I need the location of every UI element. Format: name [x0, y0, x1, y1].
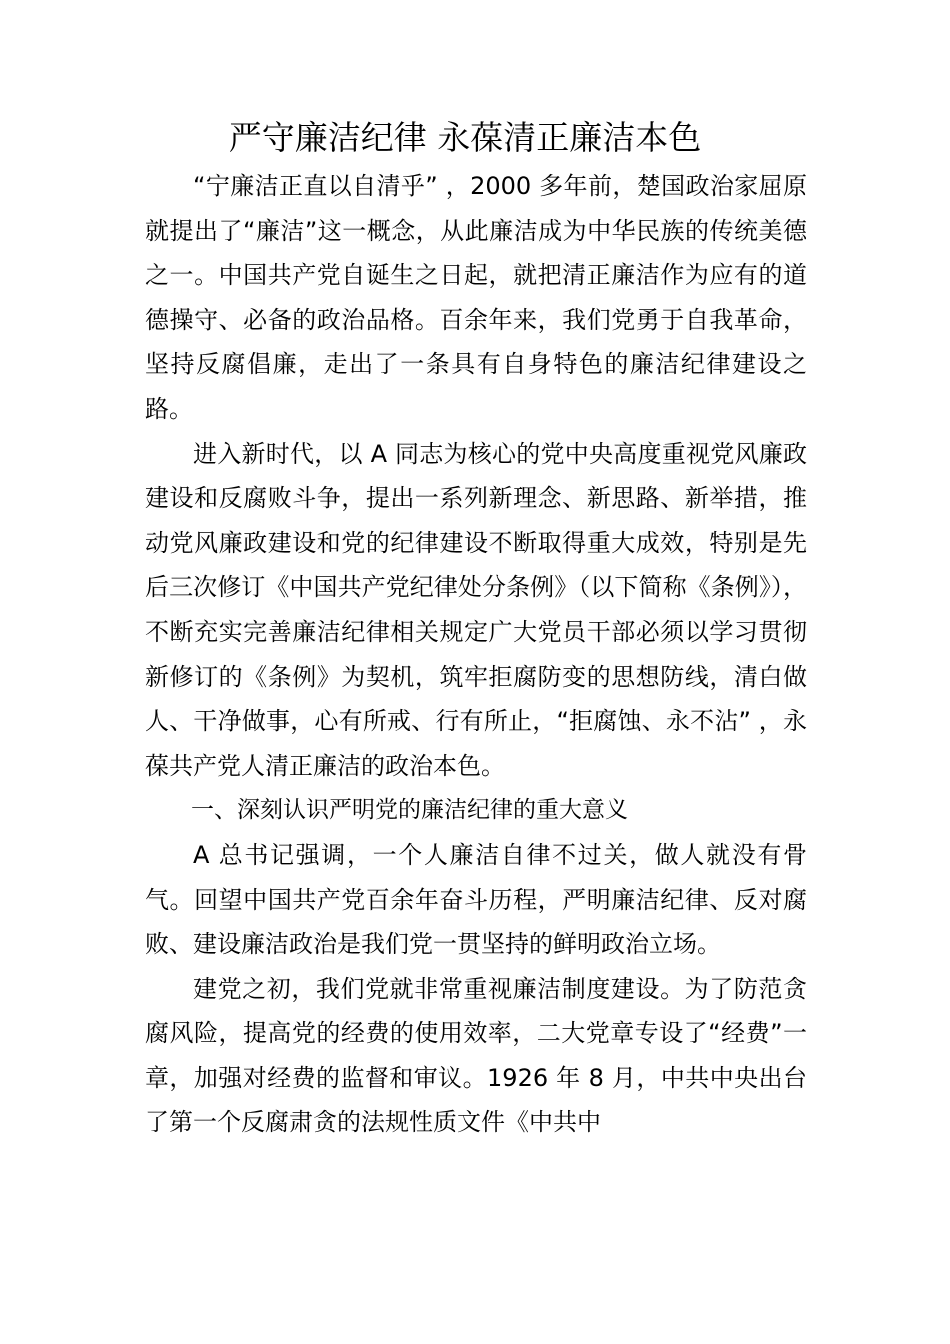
paragraph-intro: “宁廉洁正直以自清乎” ，2000 多年前，楚国政治家屈原就提出了“廉洁”这一概念，从此廉洁成为中华民族的传统美德之一。中国共产党自诞生之日起，就把清正廉洁作为应有的道德操守、必备的政治品格。百余年来，我们党勇于自我革命，坚持反腐倡廉，走出了一条具有自身特色的廉洁纪律建设之路。	[145, 172, 807, 423]
document-title: 严守廉洁纪律 永葆清正廉洁本色	[228, 118, 702, 157]
paragraph-new-era: 进入新时代，以 A 同志为核心的党中央高度重视党风廉政建设和反腐败斗争，提出一系列新理念、新思路、新举措，推动党风廉政建设和党的纪律建设不断取得重大成效，特别是先后三次修订《中国共产党纪律处分条例》（以下简称《条例》），不断充实完善廉洁纪律相关规定广大党员干部必须以学习贯彻新修订的《条例》为契机，筑牢拒腐防变的思想防线，清白做人、干净做事，心有所戒、行有所止，“拒腐蚀、永不沾” ，永葆共产党人清正廉洁的政治本色。	[145, 439, 807, 780]
section-heading-1: 一、深刻认识严明党的廉洁纪律的重大意义	[191, 797, 628, 824]
paragraph-section1-1: A 总书记强调，一个人廉洁自律不过关，做人就没有骨气。回望中国共产党百余年奋斗历程，严明廉洁纪律、反对腐败、建设廉洁政治是我们党一贯坚持的鲜明政治立场。	[145, 840, 807, 959]
document-body	[145, 164, 807, 1145]
paragraph-section1-2: 建党之初，我们党就非常重视廉洁制度建设。为了防范贪腐风险，提高党的经费的使用效率，二大党章专设了“经费”一章，加强对经费的监督和审议。1926 年 8 月，中共中央出台了第一个反腐肃贪的法规性质文件《中共中	[145, 974, 807, 1137]
